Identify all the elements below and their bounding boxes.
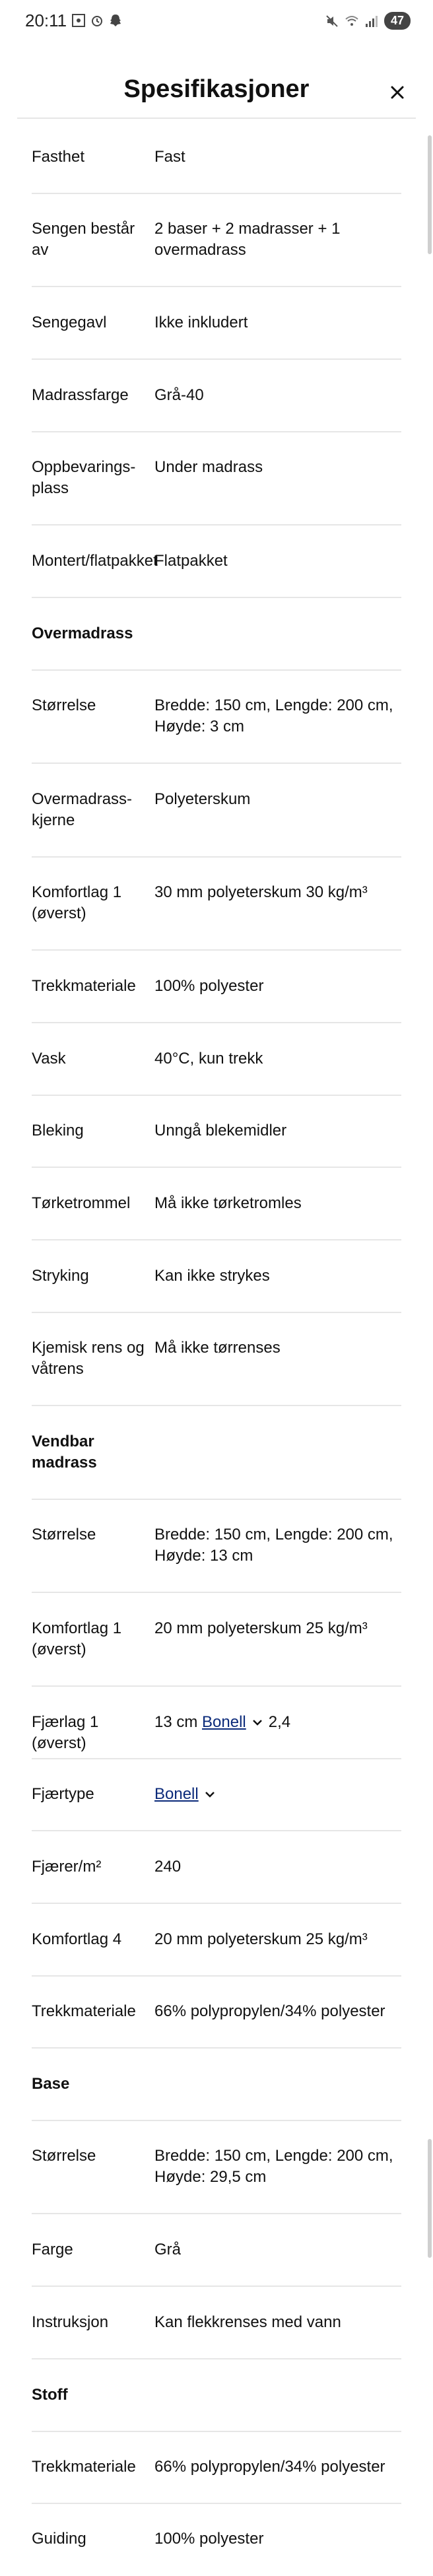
section-heading-label: Vendbar madrass <box>32 1433 97 1472</box>
signal-icon <box>364 14 379 28</box>
section-heading-label: Overmadrass <box>32 625 133 642</box>
battery-indicator: 47 <box>384 12 411 30</box>
spec-label: Sengegavl <box>32 314 107 331</box>
spec-label: Sengen består av <box>32 220 135 259</box>
spec-row <box>32 2239 401 2287</box>
section-heading <box>32 2074 401 2121</box>
spec-value: Grå-40 <box>154 386 204 404</box>
spec-label: Farge <box>32 2241 73 2258</box>
dialog-header <box>0 66 433 119</box>
spec-label: Komfortlag 1 (øverst) <box>32 883 122 922</box>
spec-label: Oppbevarings-plass <box>32 458 136 497</box>
spec-row <box>32 1618 401 1687</box>
spec-row <box>32 147 401 194</box>
section-heading-label: Stoff <box>32 2386 68 2404</box>
spec-label: Montert/flatpakket <box>32 552 158 570</box>
spec-row <box>32 2528 401 2576</box>
spec-label: Stryking <box>32 1267 89 1285</box>
spec-label: Overmadrass-kjerne <box>32 790 133 829</box>
spec-label: Størrelse <box>32 1526 96 1543</box>
spec-row <box>32 2001 401 2049</box>
spec-label: Fjærer/m² <box>32 1858 102 1876</box>
mute-icon <box>325 14 339 28</box>
spec-label: Kjemisk rens og våtrens <box>32 1339 145 1378</box>
spec-value: 240 <box>154 1858 182 1876</box>
spec-row <box>32 882 401 951</box>
page-title: Spesifikasjoner <box>123 75 310 103</box>
spec-row <box>32 1048 401 1096</box>
spec-value: Unngå blekemidler <box>154 1122 287 1139</box>
notification-icons <box>71 13 123 28</box>
spec-row <box>32 1856 401 1904</box>
section-heading-label: Base <box>32 2075 70 2093</box>
spec-row <box>32 695 401 764</box>
spec-value: 20 mm polyeterskum 25 kg/m³ <box>154 1930 368 1948</box>
spec-row <box>32 789 401 858</box>
spec-value: Under madrass <box>154 458 263 476</box>
spec-label: Bleking <box>32 1122 84 1139</box>
close-icon[interactable] <box>384 79 411 106</box>
spec-row <box>32 976 401 1023</box>
spec-row <box>32 219 401 287</box>
spec-value: 30 mm polyeterskum 30 kg/m³ <box>154 883 368 901</box>
spec-row <box>32 1929 401 1977</box>
spec-label: Komfortlag 1 (øverst) <box>32 1619 122 1658</box>
status-right <box>325 12 411 30</box>
spec-value: Bredde: 150 cm, Lengde: 200 cm, Høyde: 13 cm <box>154 1526 393 1565</box>
spec-label: Størrelse <box>32 2147 96 2165</box>
spec-value: Fast <box>154 148 185 166</box>
spec-row <box>32 1524 401 1593</box>
spec-row <box>32 551 401 598</box>
spec-label: Instruksjon <box>32 2313 109 2331</box>
screenshot-icon <box>71 13 86 28</box>
scrollbar[interactable] <box>428 135 432 254</box>
spec-row <box>32 1784 401 1831</box>
scrollbar-indicator <box>428 2139 432 2258</box>
spec-value: 100% polyester <box>154 977 264 995</box>
alarm-icon <box>90 13 104 28</box>
spec-row <box>32 385 401 432</box>
spec-label: Fasthet <box>32 148 85 166</box>
spec-row <box>32 1266 401 1313</box>
section-heading <box>32 2385 401 2432</box>
spec-value: Må ikke tørrenses <box>154 1339 281 1357</box>
spec-row <box>32 1120 401 1168</box>
spec-value: 66% polypropylen/34% polyester <box>154 2458 385 2476</box>
spec-label: Trekkmateriale <box>32 2458 136 2476</box>
spec-value: 100% polyester <box>154 2530 264 2548</box>
chevron-down-icon[interactable] <box>204 1790 216 1798</box>
spec-label: Vask <box>32 1050 66 1068</box>
spec-row <box>32 1193 401 1240</box>
chevron-down-icon[interactable] <box>251 1718 263 1726</box>
spec-row <box>32 2312 401 2359</box>
spec-value: Grå <box>154 2241 182 2258</box>
spec-label: Trekkmateriale <box>32 2002 136 2020</box>
spec-value: Flatpakket <box>154 552 228 570</box>
wifi-icon <box>345 14 359 28</box>
spec-label: Trekkmateriale <box>32 977 136 995</box>
spec-value <box>154 1712 399 1733</box>
status-bar <box>0 0 433 44</box>
spec-value: 2 baser + 2 madrasser + 1 overmadrass <box>154 220 341 259</box>
bonell-link[interactable]: Bonell <box>202 1713 246 1731</box>
header-divider <box>17 118 416 119</box>
section-heading <box>32 1431 401 1500</box>
spec-value-prefix: 13 cm <box>154 1713 198 1731</box>
spec-label: Fjærlag 1 (øverst) <box>32 1713 99 1752</box>
spec-row <box>32 2457 401 2504</box>
snapchat-icon <box>108 13 123 28</box>
spec-value: 20 mm polyeterskum 25 kg/m³ <box>154 1619 368 1637</box>
spec-label: Fjærtype <box>32 1785 94 1803</box>
spec-row <box>32 1712 401 1759</box>
section-heading <box>32 623 401 671</box>
spec-row <box>32 312 401 360</box>
spec-row <box>32 457 401 525</box>
spec-row <box>32 1338 401 1406</box>
spec-value: 66% polypropylen/34% polyester <box>154 2002 385 2020</box>
spec-row <box>32 2146 401 2214</box>
spec-label: Komfortlag 4 <box>32 1930 122 1948</box>
spec-value: Kan ikke strykes <box>154 1267 270 1285</box>
spec-label: Størrelse <box>32 696 96 714</box>
spec-value: 40°C, kun trekk <box>154 1050 263 1068</box>
spec-value: Kan flekkrenses med vann <box>154 2313 341 2331</box>
spec-value: Må ikke tørketromles <box>154 1194 302 1212</box>
spec-label: Guiding <box>32 2530 86 2548</box>
spec-value: Bredde: 150 cm, Lengde: 200 cm, Høyde: 29,5 cm <box>154 2147 393 2186</box>
spec-value: Bredde: 150 cm, Lengde: 200 cm, Høyde: 3 cm <box>154 696 393 735</box>
spec-value-suffix: 2,4 <box>268 1713 291 1731</box>
spec-value: Ikke inkludert <box>154 314 248 331</box>
spec-label: Tørketrommel <box>32 1194 131 1212</box>
spec-label: Madrassfarge <box>32 386 129 404</box>
status-time: 20:11 <box>25 11 67 30</box>
spec-value <box>154 1784 399 1805</box>
spec-value: Polyeterskum <box>154 790 251 808</box>
bonell-link[interactable]: Bonell <box>154 1785 199 1803</box>
